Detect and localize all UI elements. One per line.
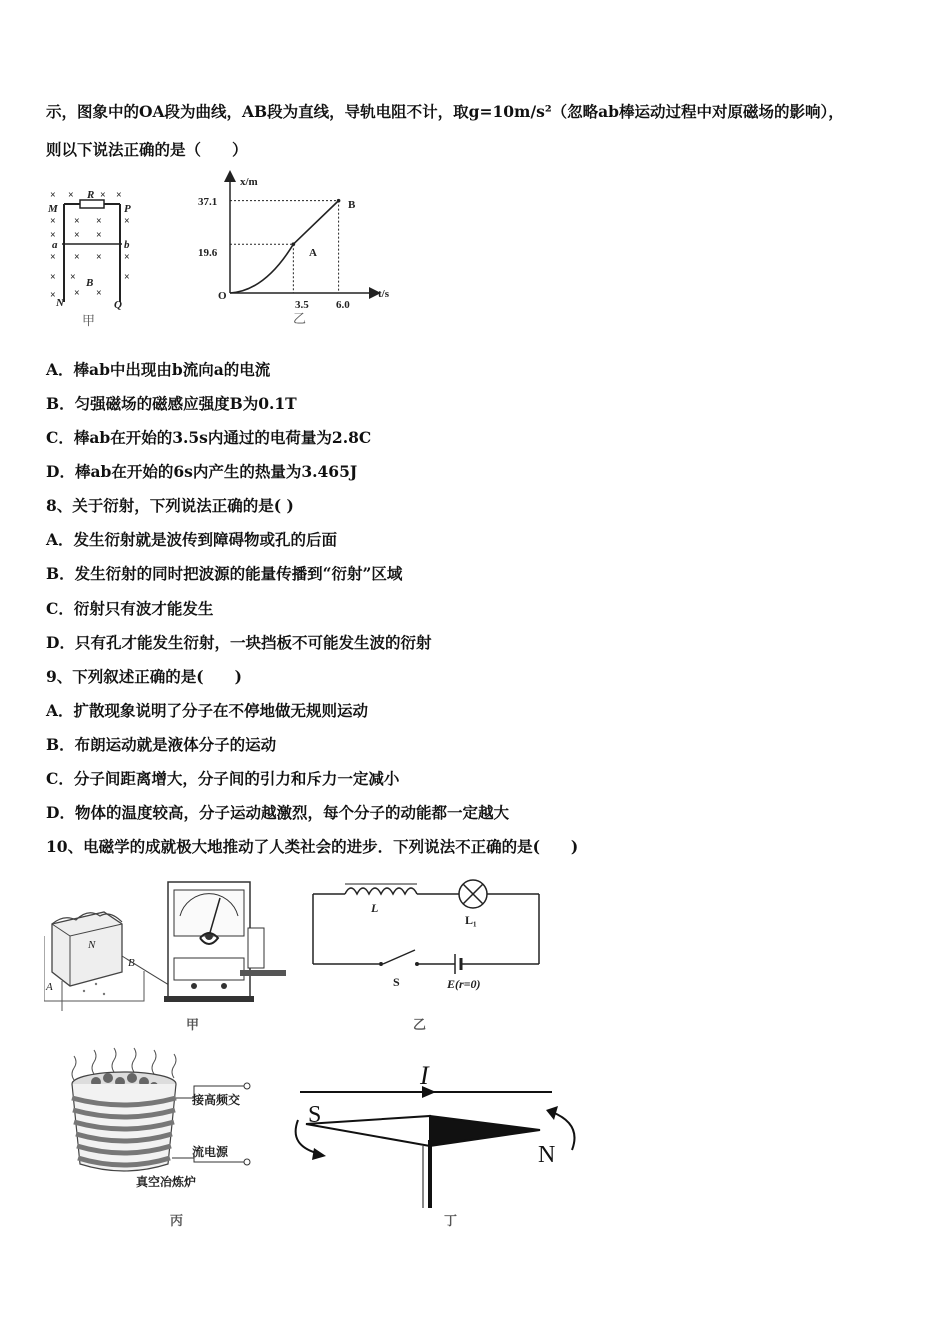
- fig-jia-caption: 甲: [82, 314, 96, 329]
- fig-yi-caption: 乙: [293, 312, 307, 327]
- figure-inductor-circuit: [305, 872, 555, 1002]
- label-b: b: [124, 239, 130, 251]
- svg-text:×: ×: [96, 288, 102, 299]
- svg-text:×: ×: [96, 216, 102, 227]
- label-L1: L₁: [465, 913, 477, 927]
- svg-text:×: ×: [50, 272, 56, 283]
- furnace-text-3: 真空冶炼炉: [136, 1175, 197, 1189]
- origin-label: O: [218, 290, 227, 302]
- figure-compass-needle: [290, 1050, 590, 1210]
- q9-option-b: B．布朗运动就是液体分子的运动: [46, 735, 277, 754]
- label-M: M: [48, 203, 58, 215]
- q7-option-a: A．棒ab中出现由b流向a的电流: [46, 360, 271, 379]
- q10-fig-jia-caption: 甲: [186, 1018, 200, 1033]
- x-tick-3-5: 3.5: [295, 299, 309, 311]
- label-Q: Q: [114, 299, 122, 311]
- galv-label-N: N: [88, 939, 96, 951]
- svg-text:×: ×: [74, 216, 80, 227]
- svg-text:×: ×: [96, 230, 102, 241]
- figure-galvanometer: [44, 876, 294, 1011]
- q10-fig-ding-caption: 丁: [444, 1214, 458, 1229]
- figure-rails-circuit: [44, 186, 144, 326]
- label-N: N: [56, 297, 64, 309]
- svg-text:×: ×: [100, 190, 106, 201]
- line-ab: [293, 201, 338, 245]
- label-B: B: [86, 277, 94, 289]
- needle-label-S: S: [308, 1102, 322, 1128]
- figure-vacuum-furnace: [44, 1046, 284, 1196]
- label-E: E(r=0): [447, 977, 481, 991]
- svg-text:×: ×: [96, 252, 102, 263]
- q9-option-a: A．扩散现象说明了分子在不停地做无规则运动: [46, 701, 369, 720]
- svg-text:×: ×: [124, 252, 130, 263]
- svg-text:×: ×: [74, 252, 80, 263]
- point-b-label: B: [348, 199, 356, 211]
- label-switch-S: S: [393, 975, 400, 989]
- svg-text:×: ×: [124, 216, 130, 227]
- needle-label-N: N: [538, 1142, 556, 1168]
- galv-label-A: A: [46, 981, 53, 993]
- x-axis-label: t/s: [378, 288, 389, 300]
- svg-text:×: ×: [74, 288, 80, 299]
- label-a: a: [52, 239, 58, 251]
- q7-option-c: C．棒ab在开始的3.5s内通过的电荷量为2.8C: [46, 428, 372, 447]
- q9-option-c: C．分子间距离增大，分子间的引力和斥力一定减小: [46, 769, 400, 788]
- svg-text:×: ×: [124, 272, 130, 283]
- svg-text:×: ×: [50, 290, 56, 301]
- q7-option-b: B．匀强磁场的磁感应强度B为0.1T: [46, 394, 297, 413]
- q7-option-d: D．棒ab在开始的6s内产生的热量为3.465J: [46, 462, 358, 481]
- intro-line-2: 则以下说法正确的是（ ）: [46, 140, 248, 159]
- svg-text:×: ×: [116, 190, 122, 201]
- label-R: R: [87, 189, 95, 201]
- y-tick-37-1: 37.1: [198, 196, 218, 208]
- svg-text:×: ×: [70, 272, 76, 283]
- q9-stem: 9、下列叙述正确的是( ): [46, 667, 242, 686]
- q8-option-b: B．发生衍射的同时把波源的能量传播到“衍射”区域: [46, 564, 403, 583]
- point-a-label: A: [309, 247, 317, 259]
- svg-text:×: ×: [50, 252, 56, 263]
- svg-text:×: ×: [50, 230, 56, 241]
- q8-stem: 8、关于衍射，下列说法正确的是( ): [46, 496, 294, 515]
- q9-option-d: D．物体的温度较高，分子运动越激烈，每个分子的动能都一定越大: [46, 803, 509, 822]
- svg-text:×: ×: [50, 216, 56, 227]
- svg-text:×: ×: [50, 190, 56, 201]
- x-tick-6-0: 6.0: [336, 299, 350, 311]
- q10-fig-yi-caption: 乙: [413, 1018, 427, 1033]
- furnace-text-1: 接高频交: [192, 1093, 241, 1107]
- svg-text:×: ×: [68, 190, 74, 201]
- q8-option-c: C．衍射只有波才能发生: [46, 599, 214, 618]
- current-label-I: I: [420, 1061, 429, 1090]
- point-a: [292, 242, 296, 246]
- intro-line-1: 示，图象中的OA段为曲线，AB段为直线，导轨电阻不计，取g=10m/s²（忽略ab棒运动过程中对原磁场的影响），: [46, 102, 844, 121]
- q10-stem: 10、电磁学的成就极大地推动了人类社会的进步．下列说法不正确的是( ): [46, 837, 579, 856]
- q10-fig-bing-caption: 丙: [170, 1214, 184, 1229]
- point-b: [337, 199, 341, 203]
- y-tick-19-6: 19.6: [198, 247, 218, 259]
- furnace-text-2: 流电源: [192, 1145, 229, 1159]
- curve-oa: [230, 244, 293, 293]
- xt-graph: [190, 168, 410, 318]
- q8-option-d: D．只有孔才能发生衍射，一块挡板不可能发生波的衍射: [46, 633, 432, 652]
- svg-text:×: ×: [74, 230, 80, 241]
- label-L: L: [371, 901, 379, 915]
- label-P: P: [124, 203, 131, 215]
- y-axis-label: x/m: [240, 176, 258, 188]
- q8-option-a: A．发生衍射就是波传到障碍物或孔的后面: [46, 530, 338, 549]
- galv-label-B: B: [128, 957, 135, 969]
